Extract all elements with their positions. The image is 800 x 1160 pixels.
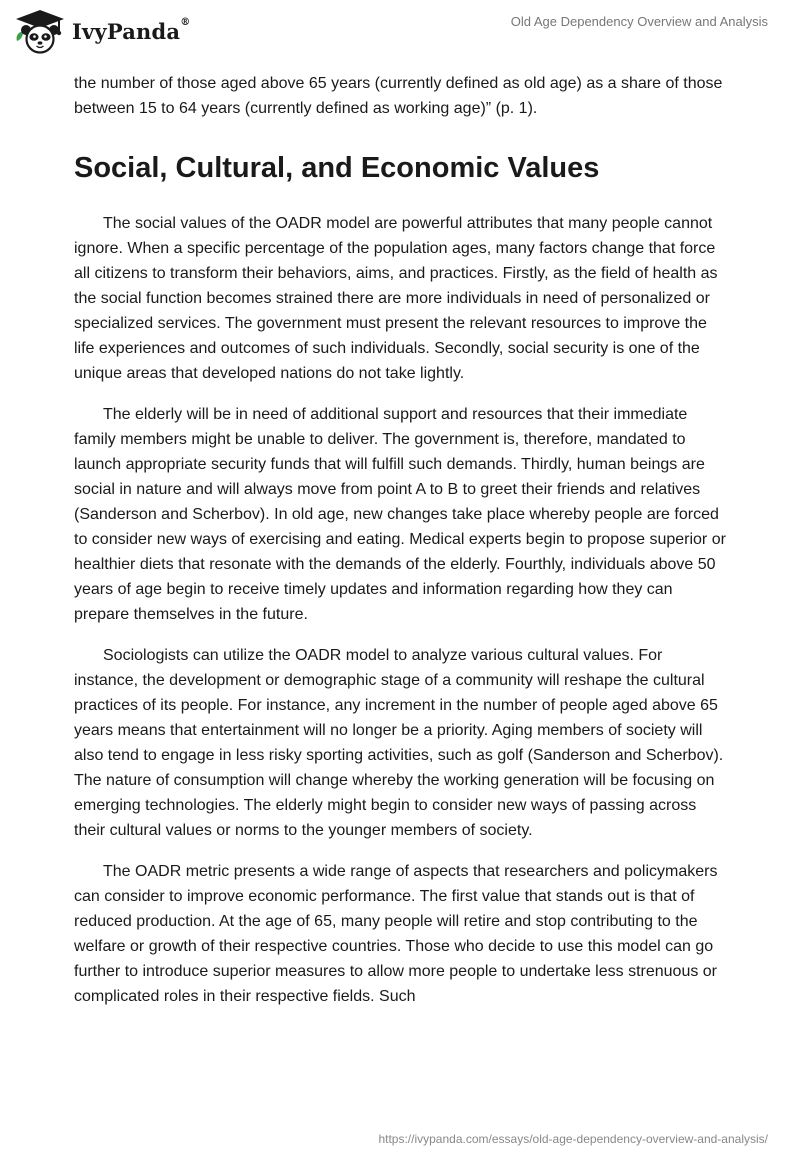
body-paragraph: The OADR metric presents a wide range of aspects that researchers and policymakers can consider to improve economic performance. The first value that stands out is that of reduced production. At the age of 65, many people will retire and stop contributing to the welfare or growth of their respective countries. Those who decide to use this model can go further to introduce superior measures to allow more people to undertake less strenuous or complicated roles in their respective fields. Such: [74, 863, 718, 1005]
essay-content: [74, 71, 730, 1025]
source-url[interactable]: https://ivypanda.com/essays/old-age-dependency-overview-and-analysis/: [378, 1132, 768, 1146]
body-paragraph: The elderly will be in need of additional support and resources that their immediate family members might be unable to deliver. The government is, therefore, mandated to launch appropriate security funds that will fulfill such demands. Thirdly, human beings are social in nature and will always move from point A to B to greet their friends and relatives (Sanderson and Scherbov). In old age, new changes take place whereby people are forced to consider new ways of exercising and eating. Medical experts begin to propose superior or healthier diets that resonate with the demands of the elderly. Fourthly, individuals above 50 years of age begin to receive timely updates and information regarding how they can prepare themselves in the future.: [74, 406, 726, 623]
document-title: Old Age Dependency Overview and Analysis: [510, 14, 768, 29]
section-heading: Social, Cultural, and Economic Values: [74, 152, 600, 184]
body-paragraph: The social values of the OADR model are powerful attributes that many people cannot ignore. When a specific percentage of the population ages, many factors change that force all citizens to transform their behaviors, aims, and practices. Firstly, as the field of health as the social function becomes strained there are more individuals in need of personalized or specialized services. The government must present the relevant resources to improve the life experiences and outcomes of such individuals. Secondly, social security is one of the unique areas that developed nations do not take lightly.: [74, 215, 718, 382]
body-paragraph: Sociologists can utilize the OADR model to analyze various cultural values. For instance, the development or demographic stage of a community will reshape the cultural practices of its people. For instance, any increment in the number of people aged above 65 years means that entertainment will no longer be a priority. Aging members of society will also tend to engage in less risky sporting activities, such as golf (Sanderson and Scherbov). The nature of consumption will change whereby the working generation will be focusing on emerging technologies. The elderly might begin to consider new ways of passing across their cultural values or norms to the younger members of society.: [74, 647, 724, 839]
ivypanda-logo[interactable]: [14, 8, 190, 54]
brand-name: IvyPanda®: [72, 16, 191, 44]
panda-graduate-icon: [14, 8, 66, 54]
intro-paragraph: the number of those aged above 65 years (currently defined as old age) as a share of those between 15 to 64 years (currently defined as working age)” (p. 1).: [74, 75, 723, 117]
page-header: [0, 0, 800, 68]
